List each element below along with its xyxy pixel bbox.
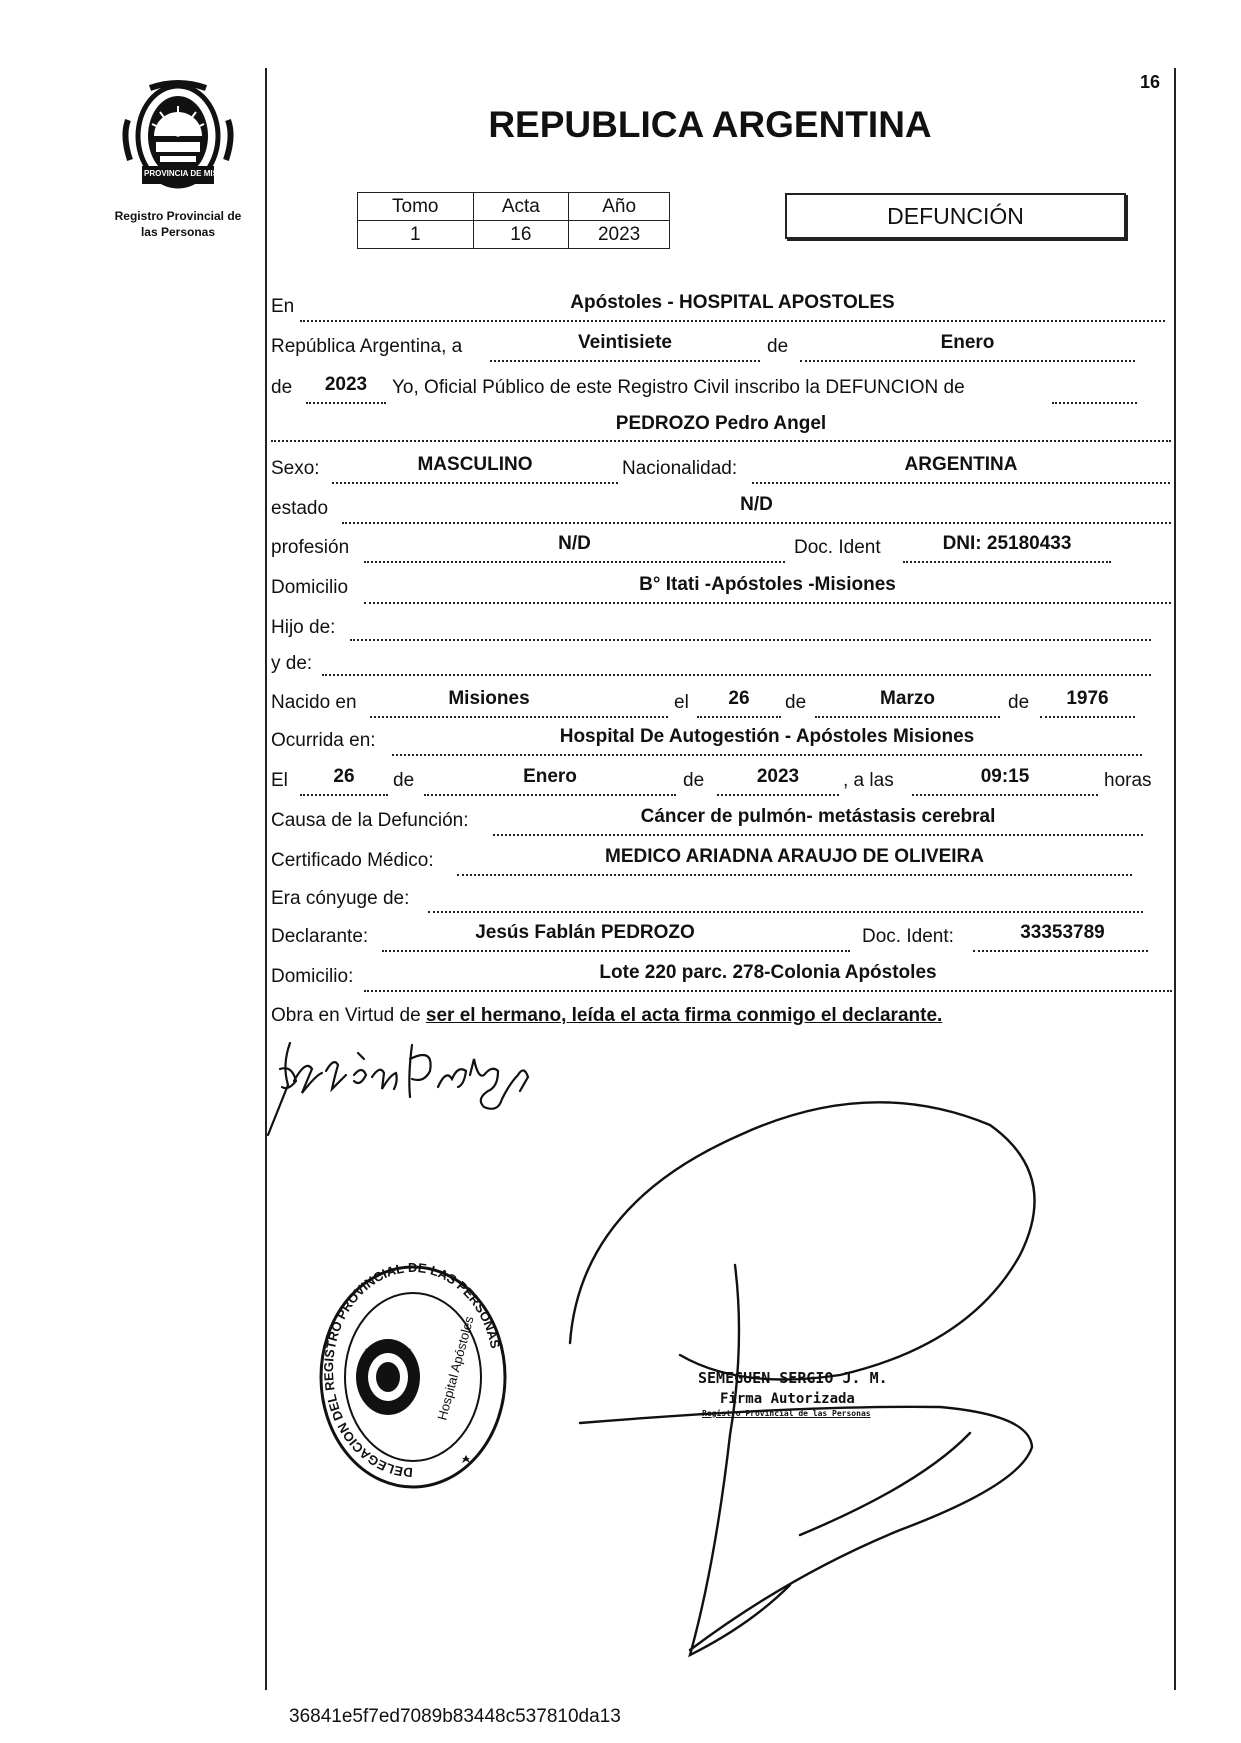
day-line (490, 360, 760, 362)
doc-ident2-value: 33353789 (1020, 922, 1105, 943)
right-margin-line (1174, 68, 1176, 1690)
obra-label: Obra en Virtud de (271, 1005, 421, 1026)
fallec-mes-value: Enero (523, 766, 577, 787)
fallec-anio-value: 2023 (756, 766, 800, 787)
year-line (306, 402, 386, 404)
de-label-3: de (785, 692, 807, 713)
hijo-de-label: Hijo de: (271, 617, 336, 638)
de-label-5: de (393, 770, 415, 791)
de-label-1: de (767, 336, 789, 357)
tomo-value: 1 (358, 221, 474, 249)
acta-value: 16 (473, 221, 569, 249)
y-de-line (322, 674, 1151, 676)
causa-label: Causa de la Defunción: (271, 810, 469, 831)
day-words-value: Veintisiete (578, 332, 672, 353)
y-de-label: y de: (271, 653, 313, 674)
de-label-6: de (683, 770, 705, 791)
nacionalidad-line (752, 482, 1170, 484)
estado-label: estado (271, 498, 329, 519)
declarant-signature (262, 1035, 562, 1145)
page-number: 16 (1140, 72, 1161, 92)
sexo-label: Sexo: (271, 458, 320, 479)
place-value: Apóstoles - HOSPITAL APOSTOLES (570, 292, 895, 313)
registry-line2: las Personas (140, 225, 216, 239)
estado-value: N/D (740, 494, 773, 515)
record-type: DEFUNCIÓN (887, 202, 1024, 229)
hora-value: 09:15 (980, 766, 1030, 787)
year-value: 2023 (324, 374, 368, 395)
certificado-line (457, 874, 1132, 876)
horas-label: horas (1104, 770, 1152, 791)
fallec-mes-line (424, 794, 676, 796)
seal-ring-lettering: DELEGACION DEL REGISTRO PROVINCIAL DE LAS PERSONAS (320, 1263, 504, 1481)
conyuge-label: Era cónyuge de: (271, 888, 410, 909)
causa-value: Cáncer de pulmón- metástasis cerebral (640, 806, 996, 827)
tomo-header: Tomo (358, 193, 474, 221)
conyuge-line (428, 911, 1143, 913)
doc-ident-line (903, 561, 1111, 563)
hora-line (912, 794, 1098, 796)
official-seal (316, 1263, 511, 1491)
nacido-label: Nacido en (271, 692, 357, 713)
declarante-line (382, 950, 850, 952)
left-margin-line (265, 68, 267, 1690)
obra-text (271, 1005, 942, 1027)
doc-ident-value: DNI: 25180433 (942, 533, 1072, 554)
domicilio-line (364, 602, 1171, 604)
name-line (271, 440, 1171, 442)
record-type-box (785, 193, 1126, 239)
month-value: Enero (940, 332, 995, 353)
ocurrida-value: Hospital De Autogestión - Apóstoles Misiones (559, 726, 975, 747)
a-las-label: , a las (843, 770, 894, 791)
domicilio-label: Domicilio (271, 577, 349, 598)
doc-ident-label: Doc. Ident (794, 537, 881, 558)
province-coat-of-arms (120, 80, 243, 192)
official-stamp (698, 1369, 958, 1418)
seal-inner-lettering: Hospital Apóstoles (434, 1314, 477, 1422)
en-label: En (271, 296, 295, 317)
nacido-dia-value: 26 (728, 688, 750, 709)
place-line (300, 320, 1165, 322)
profesion-value: N/D (558, 533, 591, 554)
ocurrida-line (392, 754, 1142, 756)
nacionalidad-value: ARGENTINA (904, 454, 1018, 475)
inscribo-text: Yo, Oficial Público de este Registro Civil inscribo la DEFUNCION de (392, 377, 965, 398)
estado-line (342, 522, 1171, 524)
domicilio2-line (364, 990, 1172, 992)
nacido-dia-line (697, 716, 781, 718)
nacido-el-label: el (674, 692, 689, 713)
profesion-line (364, 561, 785, 563)
fallec-dia-value: 26 (333, 766, 355, 787)
month-line (800, 360, 1135, 362)
acta-header: Acta (473, 193, 569, 221)
causa-line (493, 834, 1143, 836)
hijo-de-line (350, 639, 1151, 641)
deceased-name: PEDROZO Pedro Angel (615, 413, 827, 434)
declarante-label: Declarante: (271, 926, 369, 947)
obra-value: ser el hermano, leída el acta firma conmigo el declarante. (425, 1005, 943, 1026)
anio-value: 2023 (569, 221, 670, 249)
domicilio2-value: Lote 220 parc. 278-Colonia Apóstoles (599, 962, 937, 983)
official-title: Firma Autorizada (720, 1391, 855, 1407)
nacido-mes-value: Marzo (880, 688, 935, 709)
domicilio-value: B° Itati -Apóstoles -Misiones (639, 574, 896, 595)
nacido-lugar-value: Misiones (448, 688, 530, 709)
certificado-value: MEDICO ARIADNA ARAUJO DE OLIVEIRA (605, 846, 984, 867)
ocurrida-label: Ocurrida en: (271, 730, 376, 751)
declarante-value: Jesús Fablán PEDROZO (475, 922, 695, 943)
doc-ident2-line (973, 950, 1148, 952)
nacido-lugar-line (370, 716, 668, 718)
republica-label: República Argentina, a (271, 336, 463, 357)
sexo-line (332, 482, 618, 484)
official-org: Registro Provincial de las Personas (702, 1409, 871, 1418)
de-label-4: de (1008, 692, 1030, 713)
page-title: REPUBLICA ARGENTINA (488, 104, 932, 145)
inscribo-line (1052, 402, 1137, 404)
coat-of-arms-lettering: PROVINCIA DE MISIONES (144, 169, 243, 178)
de-label-2: de (271, 377, 293, 398)
nacionalidad-label: Nacionalidad: (622, 458, 738, 479)
registry-name (90, 208, 266, 240)
domicilio2-label: Domicilio: (271, 966, 354, 987)
sexo-value: MASCULINO (417, 454, 533, 475)
doc-ident2-label: Doc. Ident: (862, 926, 954, 947)
official-name: SEMEGUEN SERGIO J. M. (698, 1369, 888, 1387)
el-label: El (271, 770, 288, 791)
registry-line1: Registro Provincial de (114, 209, 242, 223)
nacido-anio-value: 1976 (1066, 688, 1109, 709)
nacido-anio-line (1040, 716, 1135, 718)
record-table-header-row (358, 193, 670, 221)
record-table (357, 192, 670, 249)
nacido-mes-line (815, 716, 1000, 718)
record-table-value-row (358, 221, 670, 249)
profesion-label: profesión (271, 537, 350, 558)
document-hash: 36841e5f7ed7089b83448c537810da13 (289, 1706, 621, 1727)
certificado-label: Certificado Médico: (271, 850, 434, 871)
anio-header: Año (569, 193, 670, 221)
fallec-anio-line (717, 794, 839, 796)
fallec-dia-line (300, 794, 388, 796)
